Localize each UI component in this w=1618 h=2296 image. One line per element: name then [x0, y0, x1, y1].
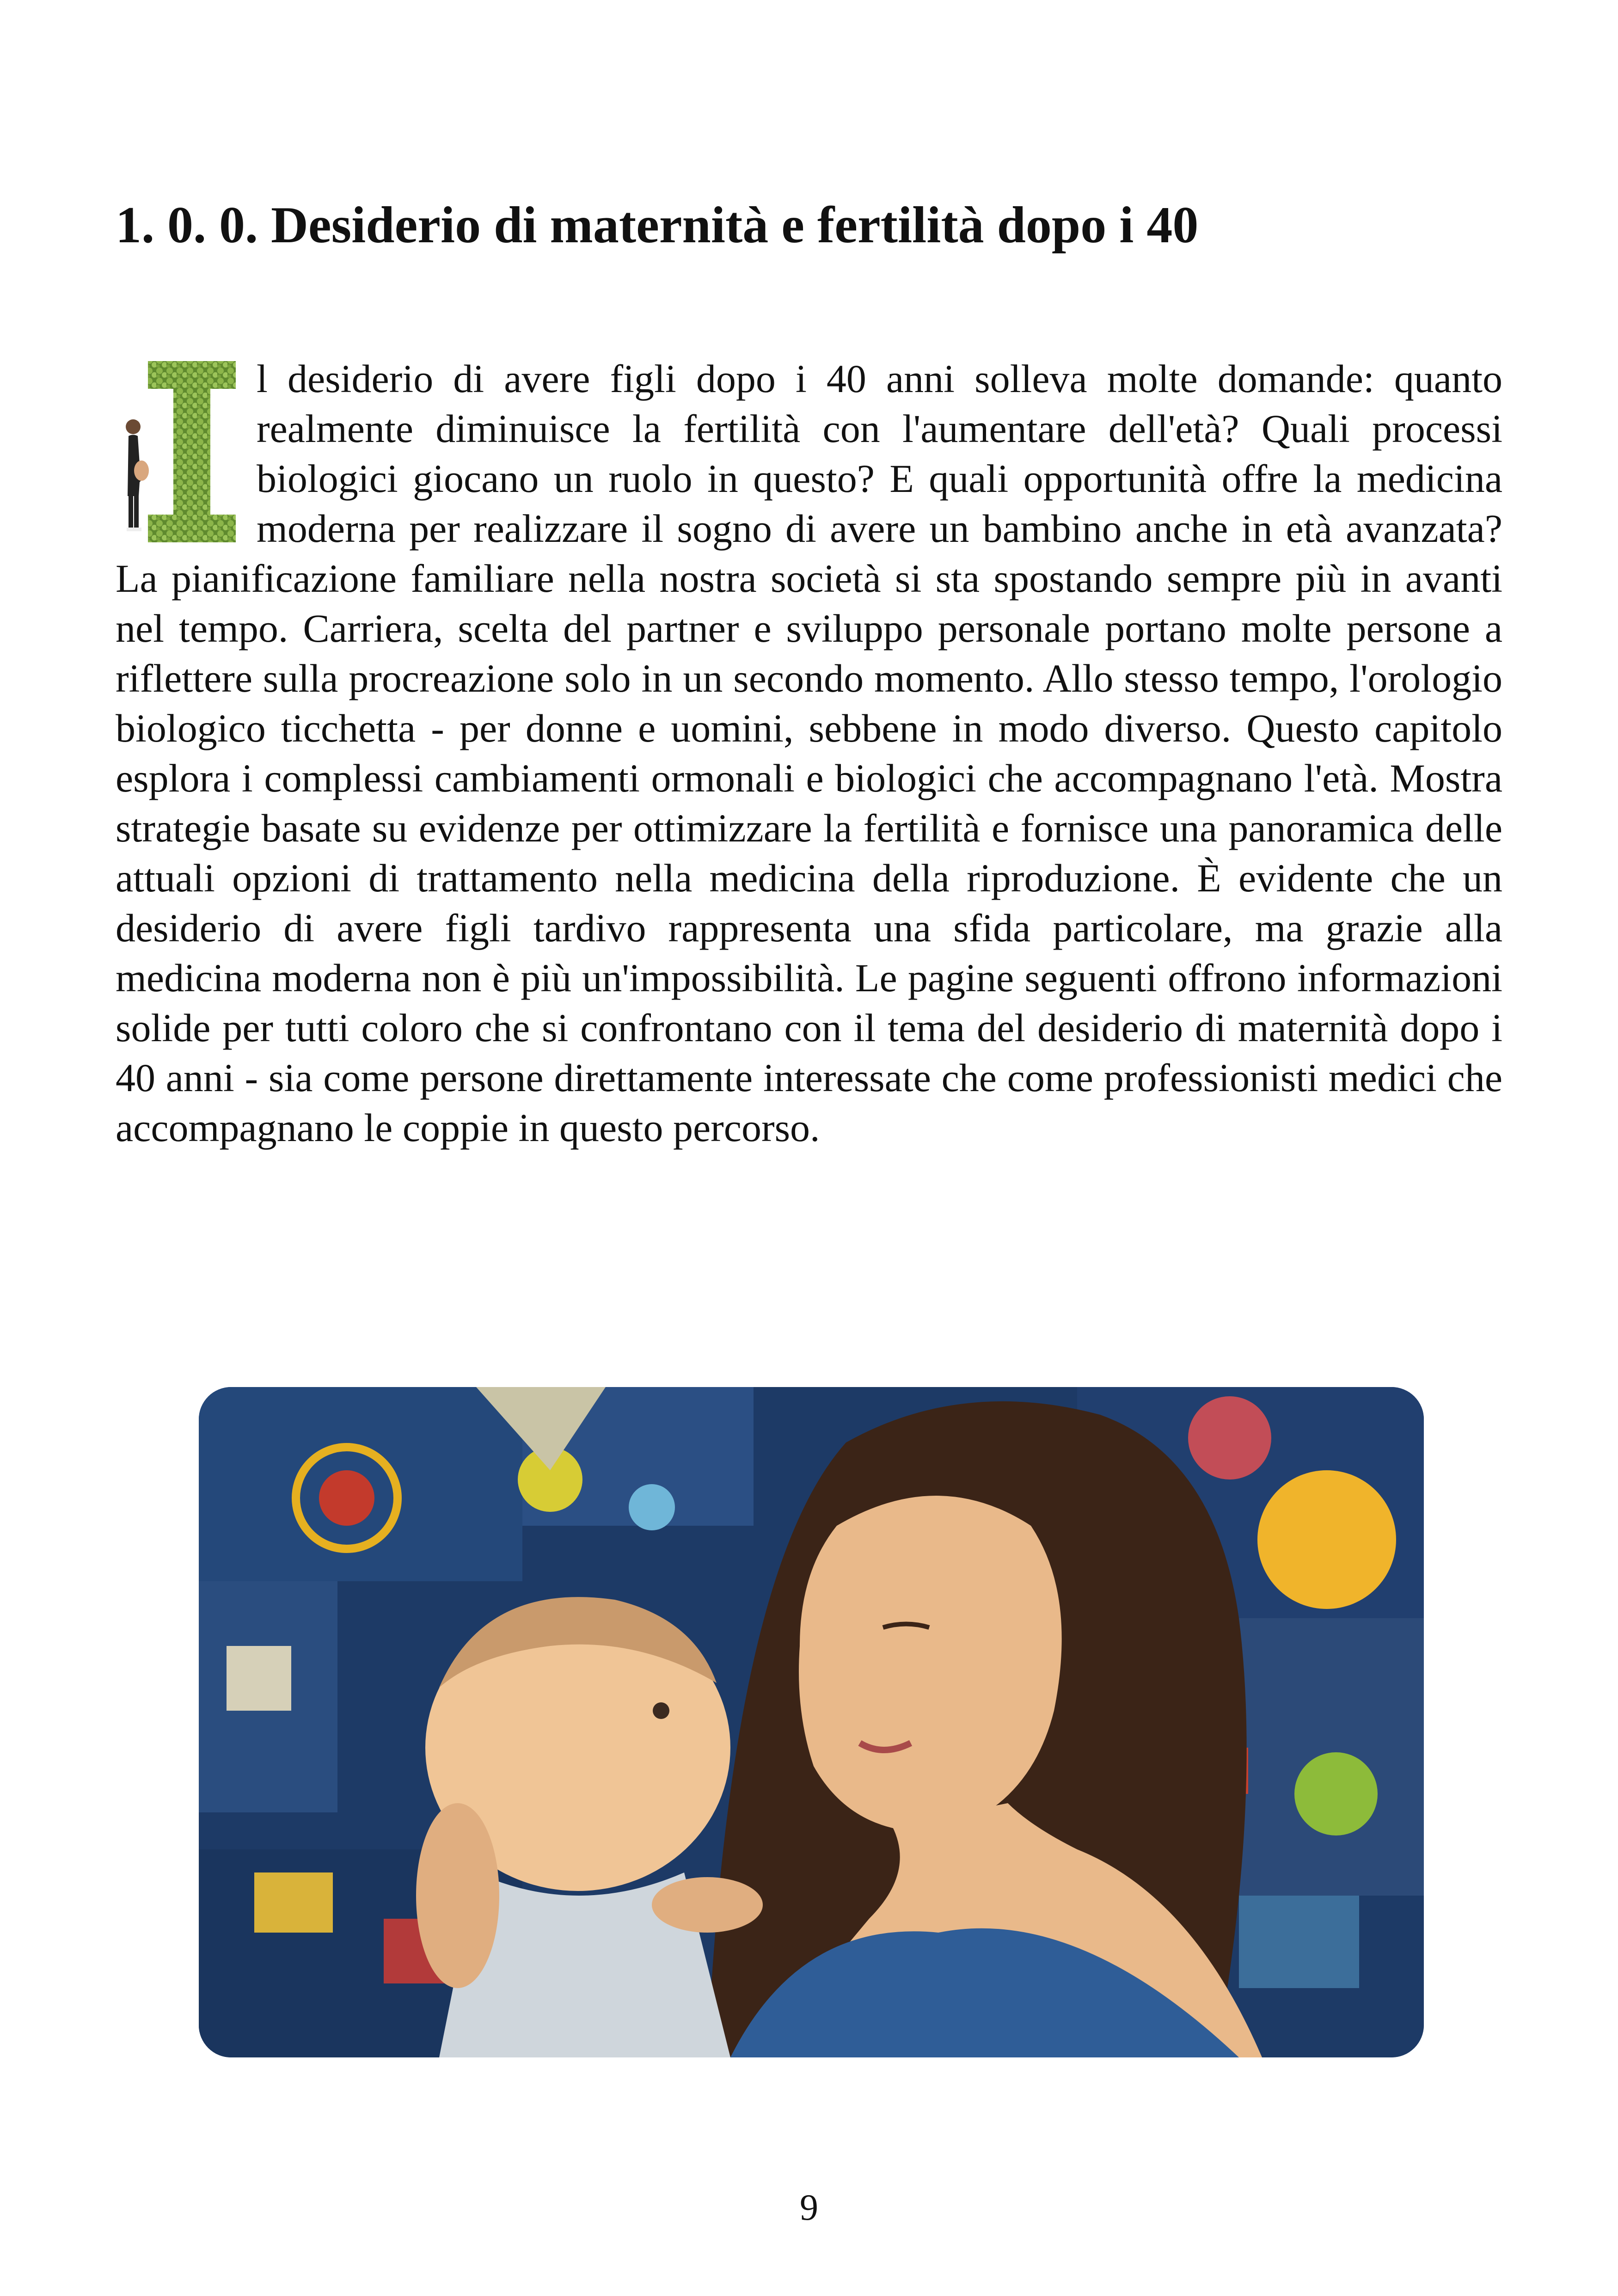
drop-cap-artwork	[116, 357, 238, 547]
chapter-body	[116, 354, 1502, 1153]
chapter-title: 1. 0. 0. Desiderio di maternità e fertilità dopo i 40	[116, 196, 1199, 254]
mosaic-painting	[199, 1387, 1424, 2057]
page-number: 9	[800, 2187, 818, 2228]
drop-cap-i-icon	[116, 357, 238, 547]
body-paragraph: l desiderio di avere figli dopo i 40 anni solleva molte domande: quanto realmente diminuisce la fertilità con l'aumentare dell'età? Quali processi biologici giocano un ruolo in questo? E quali opportunità offre la medicina moderna per realizzare il sogno di avere un bambino anche in età avanzata? La pianificazione familiare nella nostra società si sta spostando sempre più in avanti nel tempo. Carriera, scelta del partner e sviluppo personale portano molte persone a riflettere sulla procreazione solo in un secondo momento. Allo stesso tempo, l'orologio biologico ticchetta - per donne e uomini, sebbene in modo diverso. Questo capitolo esplora i complessi cambiamenti ormonali e biologici che accompagnano l'età. Mostra strategie basate su evidenze per ottimizzare la fertilità e fornisce una panoramica delle attuali opzioni di trattamento nella medicina della riproduzione. È evidente che un desiderio di avere figli tardivo rappresenta una sfida particolare, ma grazie alla medicina moderna non è più un'impossibilità. Le pagine seguenti offrono informazioni solide per tutti coloro che si confrontano con il tema del desiderio di maternità dopo i 40 anni - sia come persone direttamente interessate che come professionisti medici che accompagnano le coppie in questo percorso.	[116, 356, 1502, 1150]
mother-and-baby-illustration	[199, 1387, 1424, 2057]
